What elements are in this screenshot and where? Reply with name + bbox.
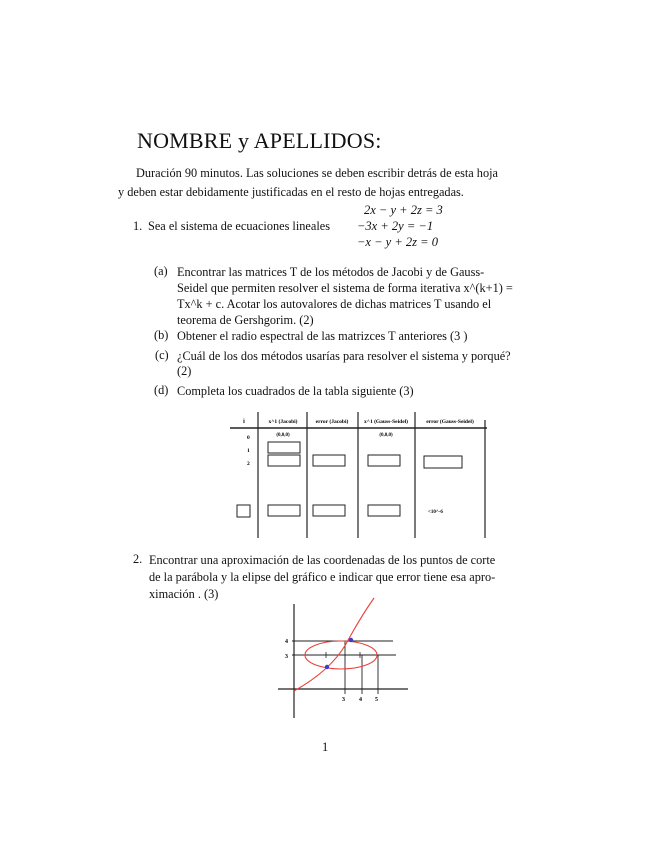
x-label-4: 4 bbox=[359, 697, 362, 703]
initial-gs: (0,0,0) bbox=[379, 433, 393, 438]
item-d-label: (d) bbox=[154, 383, 169, 397]
problem-2-number: 2. bbox=[133, 552, 143, 566]
item-a-line-3: Tx^k + c. Acotar los autovalores de dichas matrices T usando el bbox=[177, 297, 492, 311]
instructions bbox=[118, 164, 536, 202]
iteration-table bbox=[225, 408, 495, 543]
table-header-error-gs: error (Gauss-Seidel) bbox=[426, 419, 474, 425]
table-header-x-jacobi: x^1 (Jacobi) bbox=[268, 419, 298, 425]
answer-box[interactable] bbox=[313, 455, 345, 466]
page-title: NOMBRE y APELLIDOS: bbox=[137, 128, 382, 153]
answer-box[interactable] bbox=[368, 455, 400, 466]
item-c-label: (c) bbox=[155, 348, 169, 362]
item-c-line-2: (2) bbox=[177, 364, 192, 378]
problem-2-line-2: de la parábola y la elipse del gráfico e indicar que error tiene esa apro- bbox=[149, 570, 496, 584]
parabola-ellipse-graph bbox=[278, 596, 416, 722]
item-a-line-1: Encontrar las matrices T de los métodos de Jacobi y de Gauss- bbox=[177, 265, 485, 279]
x-label-5: 5 bbox=[375, 697, 378, 703]
intersection-point bbox=[325, 665, 329, 669]
y-label-4: 4 bbox=[285, 639, 288, 645]
table-header-i: i bbox=[243, 419, 245, 425]
row-label-1: 1 bbox=[247, 448, 250, 454]
table-header-x-gs: x^1 (Gauss-Seidel) bbox=[364, 419, 408, 425]
row-label-0: 0 bbox=[247, 435, 250, 441]
page-number: 1 bbox=[322, 740, 329, 754]
item-a-line-4: teorema de Gershgorim. (2) bbox=[177, 313, 314, 327]
answer-box[interactable] bbox=[424, 456, 462, 468]
initial-jacobi: (0,0,0) bbox=[276, 433, 290, 438]
answer-box[interactable] bbox=[268, 505, 300, 516]
tolerance-label: <10^-6 bbox=[428, 510, 443, 515]
answer-box[interactable] bbox=[368, 505, 400, 516]
equation-1: 2x − y + 2z = 3 bbox=[364, 203, 443, 217]
instructions-line-2: y deben estar debidamente justificadas en el resto de hojas entregadas. bbox=[118, 185, 464, 199]
answer-box[interactable] bbox=[268, 455, 300, 466]
instructions-line-1: Duración 90 minutos. Las soluciones se deben escribir detrás de esta hoja bbox=[136, 166, 498, 180]
problem-1-text: Sea el sistema de ecuaciones lineales bbox=[148, 219, 330, 233]
equation-3: −x − y + 2z = 0 bbox=[357, 235, 438, 249]
item-c-line-1: ¿Cuál de los dos métodos usarías para resolver el sistema y porqué? bbox=[177, 349, 511, 363]
item-b-line-1: Obtener el radio espectral de las matrizces T anteriores (3 ) bbox=[177, 329, 468, 343]
answer-box[interactable] bbox=[313, 505, 345, 516]
equation-2: −3x + 2y = −1 bbox=[357, 219, 434, 233]
problem-2-line-3: ximación . (3) bbox=[149, 587, 219, 601]
item-d-line-1: Completa los cuadrados de la tabla siguiente (3) bbox=[177, 384, 414, 398]
row-label-2: 2 bbox=[247, 461, 250, 467]
answer-box[interactable] bbox=[237, 505, 250, 517]
intersection-point bbox=[349, 638, 353, 642]
y-label-3: 3 bbox=[285, 654, 288, 660]
problem-2-line-1: Encontrar una aproximación de las coordenadas de los puntos de corte bbox=[149, 553, 496, 567]
item-a-line-2: Seidel que permiten resolver el sistema de forma iterativa x^(k+1) = bbox=[177, 281, 513, 295]
problem-1-number: 1. bbox=[133, 219, 143, 233]
x-label-3: 3 bbox=[342, 697, 345, 703]
answer-box[interactable] bbox=[268, 442, 300, 453]
item-a-label: (a) bbox=[154, 264, 168, 278]
table-header-error-jacobi: error (Jacobi) bbox=[315, 419, 349, 425]
item-b-label: (b) bbox=[154, 328, 169, 342]
